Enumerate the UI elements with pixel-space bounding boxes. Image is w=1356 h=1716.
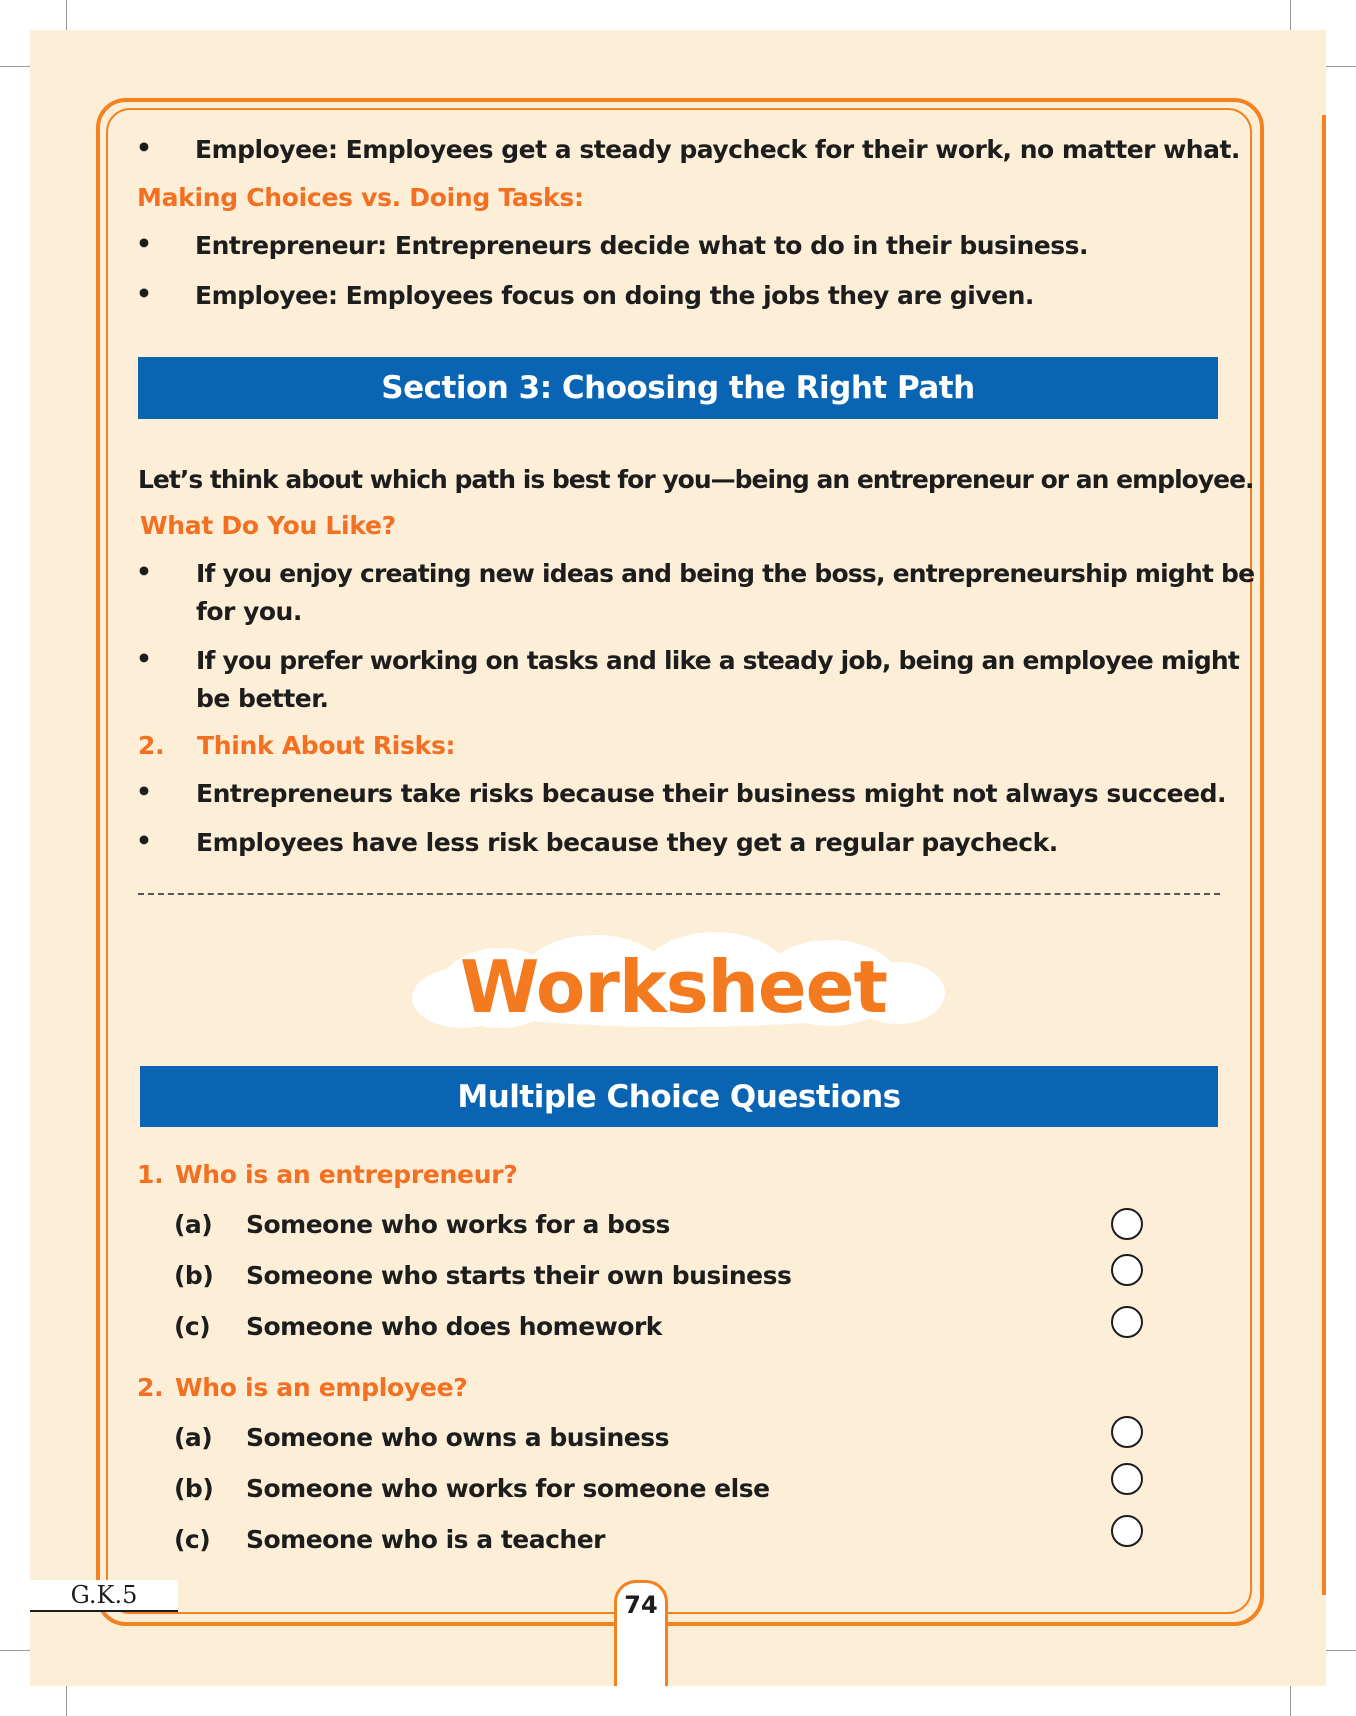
crop-mark xyxy=(1290,1686,1291,1716)
crop-mark xyxy=(1326,1650,1356,1651)
page-edge-strip xyxy=(1322,115,1326,1595)
option-text: Someone who does homework xyxy=(246,1312,662,1341)
section-divider xyxy=(138,893,1220,895)
bullet: • xyxy=(136,557,152,586)
page-number: 74 xyxy=(614,1580,668,1686)
option-label: (a) xyxy=(174,1423,213,1452)
question-text: Who is an entrepreneur? xyxy=(175,1160,518,1189)
option-label: (b) xyxy=(174,1261,214,1290)
bullet: • xyxy=(136,279,152,308)
question-number: 1. xyxy=(137,1160,164,1189)
option-text: Someone who works for someone else xyxy=(246,1474,770,1503)
crop-mark xyxy=(66,1686,67,1716)
option-radio[interactable] xyxy=(1111,1463,1143,1495)
option-text: Someone who is a teacher xyxy=(246,1525,605,1554)
question-text: Who is an employee? xyxy=(175,1373,468,1402)
option-radio[interactable] xyxy=(1111,1515,1143,1547)
enjoy-ideas-line2: for you. xyxy=(196,597,302,626)
option-text: Someone who starts their own business xyxy=(246,1261,792,1290)
option-radio[interactable] xyxy=(1111,1208,1143,1240)
option-label: (a) xyxy=(174,1210,213,1239)
option-label: (c) xyxy=(174,1525,211,1554)
crop-mark xyxy=(1326,66,1356,67)
enjoy-ideas-line1: If you enjoy creating new ideas and being the boss, entrepreneurship might be xyxy=(196,559,1255,588)
prefer-tasks-line1: If you prefer working on tasks and like a steady job, being an employee might xyxy=(196,646,1240,675)
bullet: • xyxy=(136,777,152,806)
option-text: Someone who works for a boss xyxy=(246,1210,670,1239)
crop-mark xyxy=(0,1650,30,1651)
worksheet-title: Worksheet xyxy=(460,945,887,1029)
option-label: (c) xyxy=(174,1312,211,1341)
risks-number: 2. xyxy=(138,731,165,760)
option-label: (b) xyxy=(174,1474,214,1503)
entrepreneur-decide-text: Entrepreneur: Entrepreneurs decide what to do in their business. xyxy=(195,231,1088,260)
section3-intro: Let’s think about which path is best for you—being an entrepreneur or an employee. xyxy=(138,465,1254,494)
prefer-tasks-line2: be better. xyxy=(196,684,329,713)
bullet: • xyxy=(136,644,152,673)
what-do-you-like-heading: What Do You Like? xyxy=(140,511,396,540)
crop-mark xyxy=(1290,0,1291,30)
bullet: • xyxy=(136,229,152,258)
employee-paycheck-text: Employee: Employees get a steady paycheck for their work, no matter what. xyxy=(195,135,1240,164)
making-choices-heading: Making Choices vs. Doing Tasks: xyxy=(137,183,584,212)
mcq-banner: Multiple Choice Questions xyxy=(140,1066,1218,1127)
option-text: Someone who owns a business xyxy=(246,1423,669,1452)
bullet: • xyxy=(136,133,152,162)
book-label: G.K.5 xyxy=(30,1580,178,1612)
risk-entrepreneur-text: Entrepreneurs take risks because their business might not always succeed. xyxy=(196,779,1226,808)
option-radio[interactable] xyxy=(1111,1306,1143,1338)
employee-focus-text: Employee: Employees focus on doing the jobs they are given. xyxy=(195,281,1034,310)
risk-employee-text: Employees have less risk because they get a regular paycheck. xyxy=(196,828,1058,857)
crop-mark xyxy=(0,66,30,67)
option-radio[interactable] xyxy=(1111,1254,1143,1286)
risks-heading: Think About Risks: xyxy=(197,731,456,760)
crop-mark xyxy=(66,0,67,30)
section3-banner: Section 3: Choosing the Right Path xyxy=(138,357,1218,419)
option-radio[interactable] xyxy=(1111,1416,1143,1448)
bullet: • xyxy=(136,826,152,855)
question-number: 2. xyxy=(137,1373,164,1402)
